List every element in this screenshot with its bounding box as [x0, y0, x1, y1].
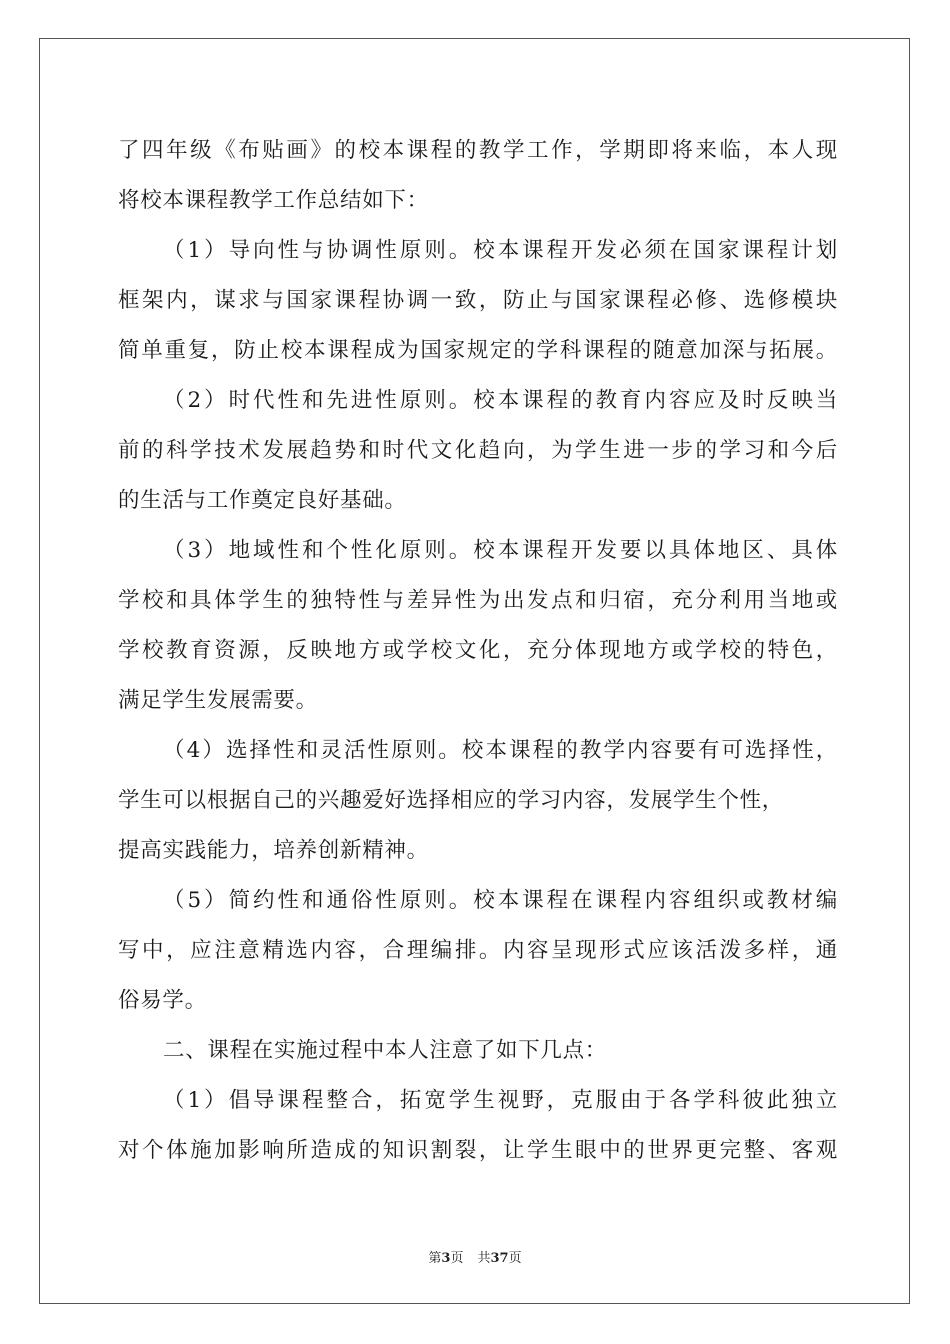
paragraph-start-line: （1）倡导课程整合，拓宽学生视野，克服由于各学科彼此独立 [163, 1088, 838, 1113]
text-line: 学生可以根据自己的兴趣爱好选择相应的学习内容，发展学生个性， [118, 788, 785, 813]
text-line: 提高实践能力，培养创新精神。 [118, 838, 429, 863]
text-line: 了四年级《布贴画》的校本课程的教学工作，学期即将来临，本人现 [118, 138, 838, 163]
text-line: 对个体施加影响所造成的知识割裂，让学生眼中的世界更完整、客观 [118, 1138, 838, 1163]
text-line: 俗易学。 [118, 988, 207, 1013]
total-prefix: 共 [477, 1251, 491, 1266]
paragraph-start-line: （2）时代性和先进性原则。校本课程的教育内容应及时反映当 [163, 388, 838, 413]
text-line: 写中，应注意精选内容，合理编排。内容呈现形式应该活泼多样，通 [118, 938, 838, 963]
page-prefix: 第 [428, 1251, 442, 1266]
text-line: 满足学生发展需要。 [118, 688, 318, 713]
page-number: 3 [441, 1251, 451, 1266]
paragraph-start-line: （4）选择性和灵活性原则。校本课程的教学内容要有可选择性， [163, 738, 838, 763]
total-suffix: 页 [508, 1251, 522, 1266]
text-line: 将校本课程教学工作总结如下： [118, 188, 429, 213]
paragraph-start-line: （3）地域性和个性化原则。校本课程开发要以具体地区、具体 [163, 538, 838, 563]
document-body [118, 126, 838, 1176]
text-line: 学校教育资源，反映地方或学校文化，充分体现地方或学校的特色， [118, 638, 838, 663]
text-line: 前的科学技术发展趋势和时代文化趋向，为学生进一步的学习和今后 [118, 438, 838, 463]
text-line: 学校和具体学生的独特性与差异性为出发点和归宿，充分利用当地或 [118, 588, 838, 613]
text-line: 的生活与工作奠定良好基础。 [118, 488, 407, 513]
page-footer [0, 1247, 950, 1266]
page-suffix: 页 [450, 1251, 464, 1266]
section-heading: 二、课程在实施过程中本人注意了如下几点： [163, 1038, 608, 1063]
paragraph-start-line: （1）导向性与协调性原则。校本课程开发必须在国家课程计划 [163, 238, 838, 263]
text-line: 简单重复，防止校本课程成为国家规定的学科课程的随意加深与拓展。 [118, 338, 838, 363]
total-pages: 37 [490, 1251, 509, 1266]
text-line: 框架内，谋求与国家课程协调一致，防止与国家课程必修、选修模块 [118, 288, 838, 313]
paragraph-start-line: （5）简约性和通俗性原则。校本课程在课程内容组织或教材编 [163, 888, 838, 913]
